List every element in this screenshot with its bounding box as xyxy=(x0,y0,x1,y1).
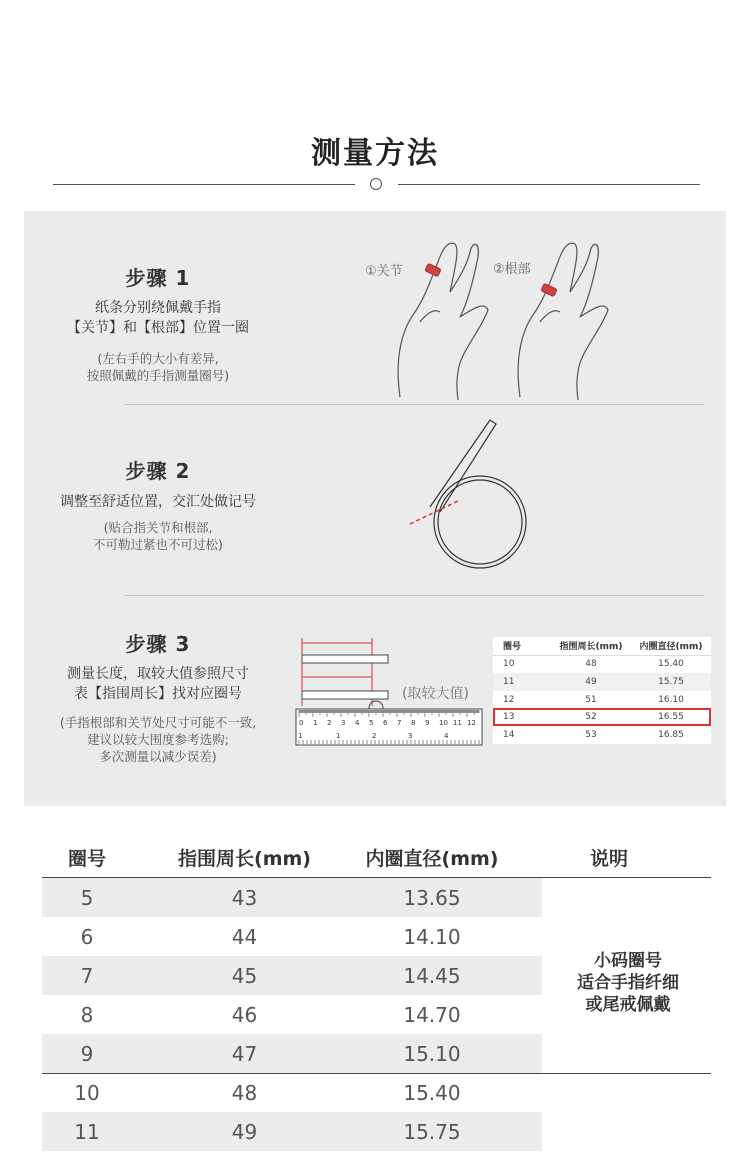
ruler-inch-label: 1 xyxy=(336,732,341,740)
hand-illustrations xyxy=(360,222,620,402)
ruler-cm-label: 11 xyxy=(453,719,462,727)
step2-heading: 步骤 2 xyxy=(125,459,191,483)
table-row xyxy=(42,1034,542,1073)
mini-cell: 49 xyxy=(585,676,597,687)
title-divider-right xyxy=(398,184,700,185)
table-row xyxy=(42,1073,542,1112)
mini-cell: 16.10 xyxy=(658,694,684,705)
mini-cell: 16.55 xyxy=(658,712,684,723)
mini-cell: 53 xyxy=(585,729,597,740)
table-group-rule xyxy=(42,1073,711,1074)
mini-table-row xyxy=(493,726,711,744)
cell-inner-diameter: 15.10 xyxy=(403,1041,461,1066)
cell-circumference: 46 xyxy=(231,1002,258,1027)
step2-description: 调整至舒适位置，交汇处做记号 xyxy=(60,494,256,510)
mini-cell: 12 xyxy=(503,694,515,705)
header-inner-diameter: 内圈直径(mm) xyxy=(365,847,499,870)
cell-ring-size: 8 xyxy=(80,1002,94,1027)
ruler-cm-label: 10 xyxy=(439,719,448,727)
ruler-cm-label: 0 xyxy=(299,719,304,727)
mini-header-cell: 指围周长(mm) xyxy=(559,642,623,653)
mini-cell: 51 xyxy=(585,694,597,705)
cell-inner-diameter: 14.70 xyxy=(403,1002,461,1027)
ruler-cm-label: 2 xyxy=(327,719,332,727)
paper-strip-loop-illustration xyxy=(400,412,540,572)
cell-inner-diameter: 15.40 xyxy=(403,1080,461,1105)
cell-circumference: 45 xyxy=(231,963,258,988)
ruler-inch-label: 3 xyxy=(408,732,413,740)
cell-ring-size: 11 xyxy=(74,1119,100,1144)
title-divider-left xyxy=(53,184,355,185)
take-larger-label: (取较大值) xyxy=(402,686,469,702)
cell-ring-size: 5 xyxy=(80,885,94,910)
mini-table-header xyxy=(493,637,711,656)
header-ring-size: 圈号 xyxy=(67,847,106,870)
step3-note: (手指根部和关节处尺寸可能不一致, 建议以较大围度参考选购; 多次测量以减少误差) xyxy=(59,715,257,764)
step-separator-2 xyxy=(124,595,704,596)
mini-cell: 15.75 xyxy=(658,676,684,687)
ruler-cm-label: 4 xyxy=(355,719,360,727)
cell-ring-size: 10 xyxy=(74,1080,100,1105)
ruler xyxy=(296,709,482,745)
mini-size-table xyxy=(493,637,711,744)
ruler-cm-label: 8 xyxy=(411,719,416,727)
ruler-cm-label: 7 xyxy=(397,719,402,727)
mini-table-row xyxy=(493,656,711,674)
step1-description: 纸条分别绕佩戴手指 【关节】和【根部】位置一圈 xyxy=(67,300,249,336)
ruler-measure-illustration xyxy=(294,630,489,750)
table-row xyxy=(42,956,542,995)
cell-ring-size: 7 xyxy=(80,963,94,988)
mini-cell: 11 xyxy=(503,676,515,687)
cell-ring-size: 9 xyxy=(80,1041,94,1066)
cell-inner-diameter: 14.45 xyxy=(403,963,461,988)
header-circumference: 指围周长(mm) xyxy=(178,847,311,870)
table-row xyxy=(42,878,542,917)
ruler-inch-label: 2 xyxy=(372,732,377,740)
mini-cell: 52 xyxy=(585,712,597,723)
cell-inner-diameter: 13.65 xyxy=(403,885,461,910)
cell-circumference: 49 xyxy=(231,1119,258,1144)
mini-cell: 16.85 xyxy=(658,729,684,740)
cell-inner-diameter: 14.10 xyxy=(403,924,461,949)
hand-root-illustration xyxy=(518,243,608,400)
cell-circumference: 43 xyxy=(231,885,258,910)
step3-description: 测量长度，取较大值参照尺寸 表【指围周长】找对应圈号 xyxy=(67,666,249,702)
mini-cell: 14 xyxy=(503,729,515,740)
hand-knuckle-illustration xyxy=(398,243,488,400)
cell-circumference: 44 xyxy=(231,924,258,949)
ruler-cm-label: 5 xyxy=(369,719,374,727)
cell-circumference: 47 xyxy=(231,1041,258,1066)
ruler-inch-label: 1 xyxy=(298,732,303,740)
cell-inner-diameter: 15.75 xyxy=(403,1119,461,1144)
ruler-cm-label: 12 xyxy=(467,719,476,727)
label-root: ②根部 xyxy=(493,262,531,277)
mini-cell: 48 xyxy=(585,659,597,670)
step1-heading: 步骤 1 xyxy=(125,266,191,290)
ruler-cm-label: 9 xyxy=(425,719,430,727)
mini-header-cell: 圈号 xyxy=(503,642,522,653)
table-row xyxy=(42,995,542,1034)
table-row xyxy=(42,917,542,956)
mini-cell: 13 xyxy=(503,712,515,723)
mini-table-row xyxy=(493,673,711,691)
step-separator-1 xyxy=(124,404,704,405)
ruler-cm-label: 1 xyxy=(313,719,318,727)
mini-table-row-highlighted xyxy=(493,708,711,726)
cell-circumference: 48 xyxy=(231,1080,258,1105)
step2-note: (贴合指关节和根部, 不可勒过紧也不可过松) xyxy=(93,520,223,552)
ruler-cm-label: 6 xyxy=(383,719,388,727)
step1-note: (左右手的大小有差异, 按照佩戴的手指测量圈号) xyxy=(86,351,230,383)
mini-table-row xyxy=(493,691,711,709)
mini-cell: 15.40 xyxy=(658,659,684,670)
ruler-inch-label: 4 xyxy=(444,732,449,740)
page-title: 测量方法 xyxy=(311,136,439,171)
title-divider-circle xyxy=(370,178,382,190)
mini-cell: 10 xyxy=(503,659,515,670)
size-table-header xyxy=(42,838,711,876)
header-notes: 说明 xyxy=(589,847,628,870)
cell-ring-size: 6 xyxy=(80,924,94,949)
label-knuckle: ①关节 xyxy=(365,264,403,279)
table-row xyxy=(42,1112,542,1151)
ruler-cm-label: 3 xyxy=(341,719,346,727)
mini-header-cell: 内圈直径(mm) xyxy=(639,642,703,653)
step3-heading: 步骤 3 xyxy=(125,632,191,656)
small-size-note: 小码圈号 适合手指纤细 或尾戒佩戴 xyxy=(577,951,679,1015)
